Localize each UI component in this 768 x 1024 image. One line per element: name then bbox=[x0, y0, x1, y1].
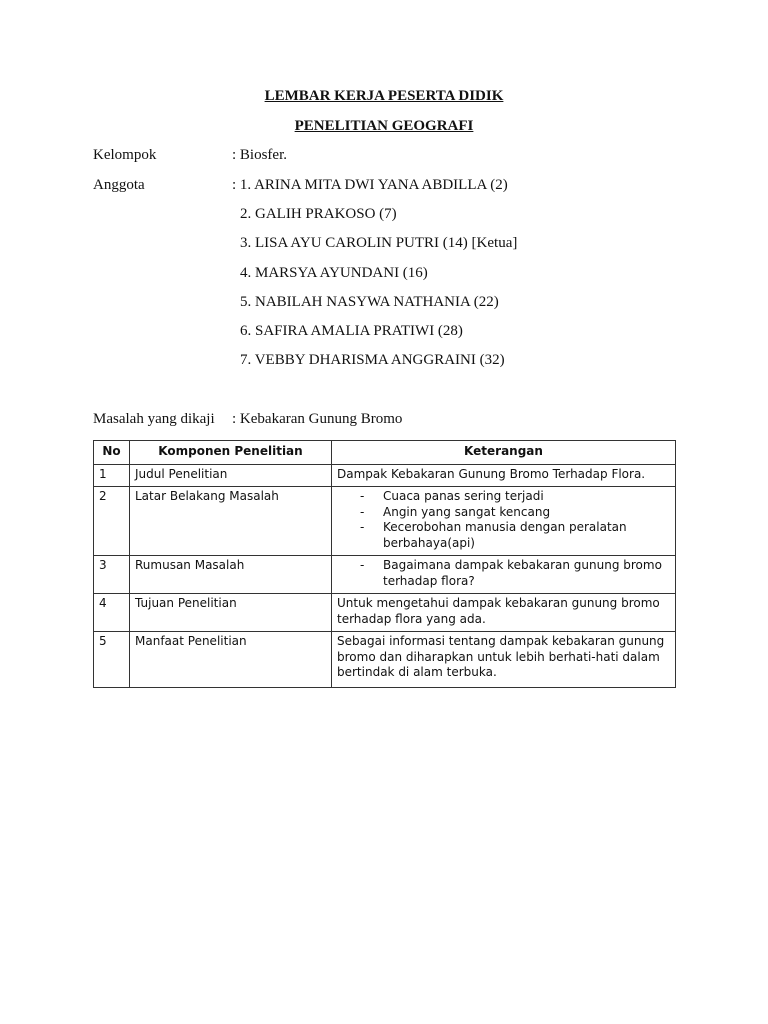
row-komponen: Judul Penelitian bbox=[130, 464, 332, 487]
list-item: - Cuaca panas sering terjadi bbox=[337, 489, 670, 505]
row-keterangan bbox=[332, 556, 676, 594]
row-keterangan: Untuk mengetahui dampak kebakaran gunung bromo terhadap flora yang ada. bbox=[332, 594, 676, 632]
row-keterangan bbox=[332, 487, 676, 556]
member-item: 2. GALIH PRAKOSO (7) bbox=[240, 206, 397, 222]
table-row bbox=[94, 487, 676, 556]
row-komponen: Manfaat Penelitian bbox=[130, 632, 332, 688]
table-row bbox=[94, 594, 676, 632]
table-row bbox=[94, 632, 676, 688]
table-row bbox=[94, 464, 676, 487]
row-komponen: Latar Belakang Masalah bbox=[130, 487, 332, 556]
row-no: 1 bbox=[94, 464, 130, 487]
keterangan-list bbox=[337, 489, 670, 551]
document-subtitle: PENELITIAN GEOGRAFI bbox=[294, 118, 474, 134]
research-table bbox=[93, 440, 676, 688]
masalah-label: Masalah yang dikaji bbox=[93, 411, 215, 427]
member-item: 4. MARSYA AYUNDANI (16) bbox=[240, 265, 428, 281]
masalah-value: : Kebakaran Gunung Bromo bbox=[232, 411, 403, 427]
kelompok-value: : Biosfer. bbox=[232, 147, 287, 163]
member-item: : 1. ARINA MITA DWI YANA ABDILLA (2) bbox=[232, 177, 508, 193]
list-item: - Bagaimana dampak kebakaran gunung bromo terhadap flora? bbox=[337, 558, 670, 589]
header-keterangan: Keterangan bbox=[332, 441, 676, 465]
row-keterangan: Dampak Kebakaran Gunung Bromo Terhadap Flora. bbox=[332, 464, 676, 487]
row-no: 3 bbox=[94, 556, 130, 594]
row-komponen: Tujuan Penelitian bbox=[130, 594, 332, 632]
member-item: 5. NABILAH NASYWA NATHANIA (22) bbox=[240, 294, 499, 310]
member-item: 3. LISA AYU CAROLIN PUTRI (14) [Ketua] bbox=[240, 235, 518, 251]
list-item: - Kecerobohan manusia dengan peralatan berbahaya(api) bbox=[337, 520, 670, 551]
kelompok-label: Kelompok bbox=[93, 147, 157, 163]
keterangan-list bbox=[337, 558, 670, 589]
document-title: LEMBAR KERJA PESERTA DIDIK bbox=[264, 88, 504, 104]
header-no: No bbox=[94, 441, 130, 465]
row-keterangan: Sebagai informasi tentang dampak kebakaran gunung bromo dan diharapkan untuk lebih berhati-hati dalam bertindak di alam terbuka. bbox=[332, 632, 676, 688]
header-komponen: Komponen Penelitian bbox=[130, 441, 332, 465]
row-no: 5 bbox=[94, 632, 130, 688]
row-no: 2 bbox=[94, 487, 130, 556]
table-row bbox=[94, 556, 676, 594]
anggota-label: Anggota bbox=[93, 177, 145, 193]
list-item: - Angin yang sangat kencang bbox=[337, 505, 670, 521]
row-komponen: Rumusan Masalah bbox=[130, 556, 332, 594]
table-header-row bbox=[94, 441, 676, 465]
row-no: 4 bbox=[94, 594, 130, 632]
member-item: 7. VEBBY DHARISMA ANGGRAINI (32) bbox=[240, 352, 505, 368]
member-item: 6. SAFIRA AMALIA PRATIWI (28) bbox=[240, 323, 463, 339]
